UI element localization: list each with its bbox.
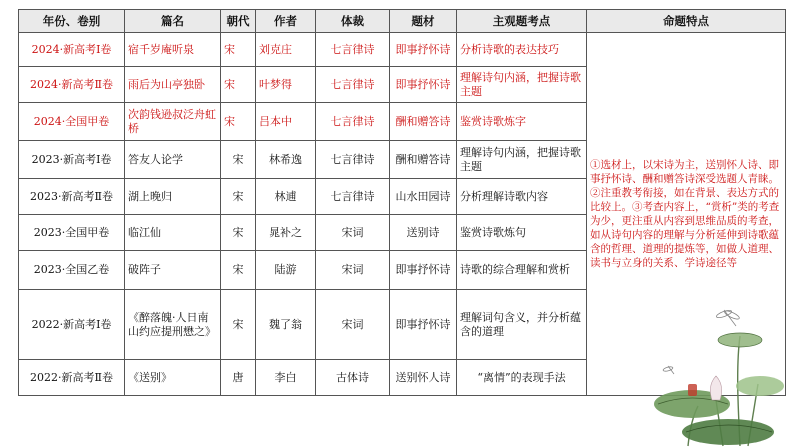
cell-dynasty: 唐 [221,360,256,396]
cell-author: 吕本中 [256,103,316,141]
cell-dynasty: 宋 [221,33,256,67]
cell-theme: 送别诗 [390,215,457,251]
header-author: 作者 [256,10,316,33]
cell-title: 湖上晚归 [125,179,221,215]
cell-genre: 七言律诗 [316,33,390,67]
cell-genre: 七言律诗 [316,179,390,215]
cell-year: 2022·新高考Ⅰ卷 [19,290,125,360]
table-row [19,33,786,67]
cell-genre: 古体诗 [316,360,390,396]
cell-title: 《醉落魄·人日南山约应提刑懋之》 [125,290,221,360]
cell-dynasty: 宋 [221,179,256,215]
header-title: 篇名 [125,10,221,33]
cell-theme: 酬和赠答诗 [390,103,457,141]
cell-year: 2023·全国甲卷 [19,215,125,251]
table-header-row [19,10,786,33]
cell-title: 次韵钱逊叔泛舟虹桥 [125,103,221,141]
cell-theme: 即事抒怀诗 [390,33,457,67]
cell-year: 2023·新高考Ⅱ卷 [19,179,125,215]
cell-year: 2023·新高考Ⅰ卷 [19,141,125,179]
cell-title: 《送别》 [125,360,221,396]
cell-year: 2022·新高考Ⅱ卷 [19,360,125,396]
lotus-leaf-icon [628,296,794,447]
header-features: 命题特点 [587,10,786,33]
cell-title: 雨后为山亭独卧 [125,67,221,103]
cell-theme: 即事抒怀诗 [390,290,457,360]
cell-dynasty: 宋 [221,141,256,179]
cell-exam-point: 分析诗歌的表达技巧 [457,33,587,67]
cell-genre: 七言律诗 [316,67,390,103]
cell-exam-point: 理解词句含义，并分析蕴含的道理 [457,290,587,360]
cell-exam-point: 理解诗句内涵，把握诗歌主题 [457,141,587,179]
cell-year: 2024·新高考Ⅱ卷 [19,67,125,103]
cell-author: 刘克庄 [256,33,316,67]
cell-theme: 即事抒怀诗 [390,67,457,103]
cell-title: 破阵子 [125,251,221,290]
cell-author: 李白 [256,360,316,396]
cell-dynasty: 宋 [221,215,256,251]
cell-dynasty: 宋 [221,103,256,141]
cell-theme: 送别怀人诗 [390,360,457,396]
cell-exam-point: 理解诗句内涵，把握诗歌主题 [457,67,587,103]
cell-exam-point: “离情”的表现手法 [457,360,587,396]
cell-dynasty: 宋 [221,290,256,360]
cell-exam-point: 诗歌的综合理解和赏析 [457,251,587,290]
cell-genre: 宋词 [316,251,390,290]
header-year: 年份、卷别 [19,10,125,33]
header-genre: 体裁 [316,10,390,33]
cell-year: 2024·新高考Ⅰ卷 [19,33,125,67]
cell-author: 晁补之 [256,215,316,251]
cell-exam-point: 分析理解诗歌内容 [457,179,587,215]
cell-author: 叶梦得 [256,67,316,103]
cell-author: 林希逸 [256,141,316,179]
cell-year: 2023·全国乙卷 [19,251,125,290]
cell-title: 临江仙 [125,215,221,251]
cell-genre: 七言律诗 [316,141,390,179]
cell-exam-point: 鉴赏诗歌炼字 [457,103,587,141]
cell-author: 林逋 [256,179,316,215]
cell-genre: 宋词 [316,215,390,251]
header-theme: 题材 [390,10,457,33]
cell-title: 宿千岁庵听泉 [125,33,221,67]
header-exam-point: 主观题考点 [457,10,587,33]
cell-genre: 宋词 [316,290,390,360]
cell-year: 2024·全国甲卷 [19,103,125,141]
header-dynasty: 朝代 [221,10,256,33]
cell-genre: 七言律诗 [316,103,390,141]
cell-author: 陆游 [256,251,316,290]
cell-author: 魏了翁 [256,290,316,360]
feature-text: ①选材上，以宋诗为主，送别怀人诗、即事抒怀诗、酬和赠答诗深受选题人青睐。②注重教考衔接，如在背景、表达方式的比较上。③考查内容上，“赏析”类的考查为少，更注重从内容到思维品质的考查，如从诗句内容的理解与分析延伸到诗歌蕴含的哲理、道理的提炼等，如做人道理、读书与立身的关系、学诗途径等 [590,159,780,269]
cell-theme: 酬和赠答诗 [390,141,457,179]
cell-theme: 山水田园诗 [390,179,457,215]
cell-dynasty: 宋 [221,67,256,103]
cell-exam-point: 鉴赏诗歌炼句 [457,215,587,251]
cell-title: 答友人论学 [125,141,221,179]
cell-theme: 即事抒怀诗 [390,251,457,290]
cell-dynasty: 宋 [221,251,256,290]
